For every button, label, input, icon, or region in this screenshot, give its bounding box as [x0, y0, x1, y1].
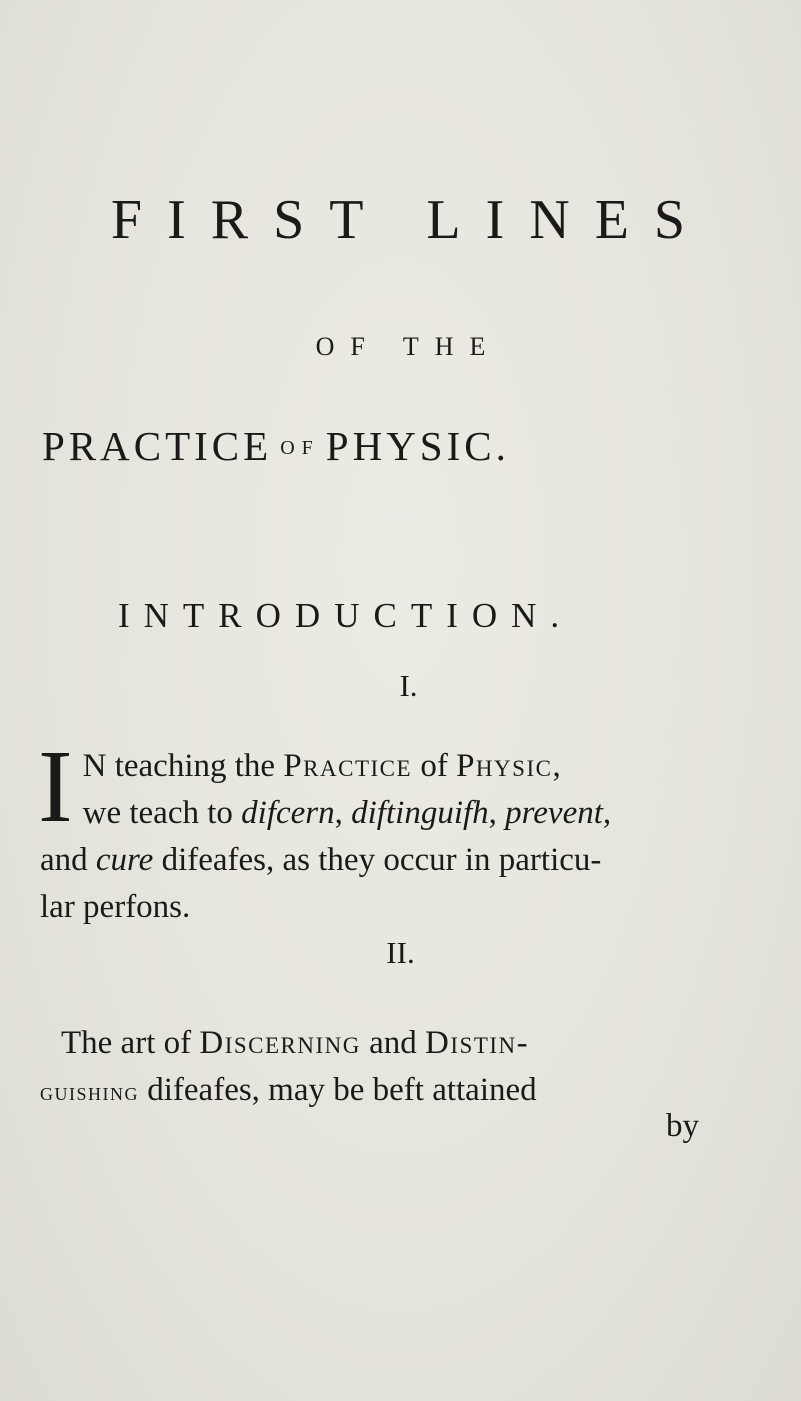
paragraph-2 [40, 1020, 730, 1115]
introduction-heading: INTRODUCTION. [118, 596, 574, 635]
small-caps-physic: Physic, [456, 748, 563, 784]
paragraph-1-line-3 [40, 837, 730, 884]
paragraph-1 [38, 729, 730, 931]
text-run: N teaching the [82, 748, 284, 784]
paragraph-1-line-4: lar perfons. [40, 889, 191, 925]
title-first-lines: FIRST LINES [110, 189, 711, 251]
text-run: , [488, 795, 506, 831]
italic-cure: cure [95, 842, 154, 878]
drop-cap: I [38, 729, 73, 844]
text-run: and [360, 1025, 426, 1061]
small-caps-discerning: Discerning [199, 1025, 361, 1061]
italic-distinguish: diftinguifh [351, 795, 489, 831]
paragraph-2-line-2 [40, 1067, 730, 1115]
text-run: difeafes, as they occur in particu- [153, 842, 602, 878]
text-run: we teach to [82, 795, 242, 831]
paragraph-2-line-1 [40, 1020, 730, 1067]
text-run: , [334, 795, 352, 831]
paragraph-1-line-1 [40, 743, 730, 790]
small-caps-guishing: guishing [40, 1077, 139, 1106]
paragraph-1-line-2 [40, 790, 730, 837]
title-practice-word: PRACTICE [42, 423, 273, 469]
italic-discern: difcern [241, 795, 335, 831]
text-run: and [40, 842, 96, 878]
title-of-word: OF [280, 437, 320, 459]
italic-prevent: prevent, [505, 795, 612, 831]
title-of-the: OF THE [315, 332, 502, 361]
title-physic-word: PHYSIC. [325, 423, 510, 469]
title-practice-of-physic [42, 422, 762, 470]
section-numeral-2: II. [386, 935, 415, 970]
text-run: of [412, 748, 457, 784]
section-numeral-1: I. [399, 668, 418, 703]
small-caps-practice: Practice [283, 748, 413, 784]
text-run: difeafes, may be beft attained [139, 1072, 537, 1108]
text-run: The art of [61, 1025, 200, 1061]
catchword: by [666, 1108, 699, 1144]
small-caps-distin: Distin- [425, 1025, 530, 1061]
